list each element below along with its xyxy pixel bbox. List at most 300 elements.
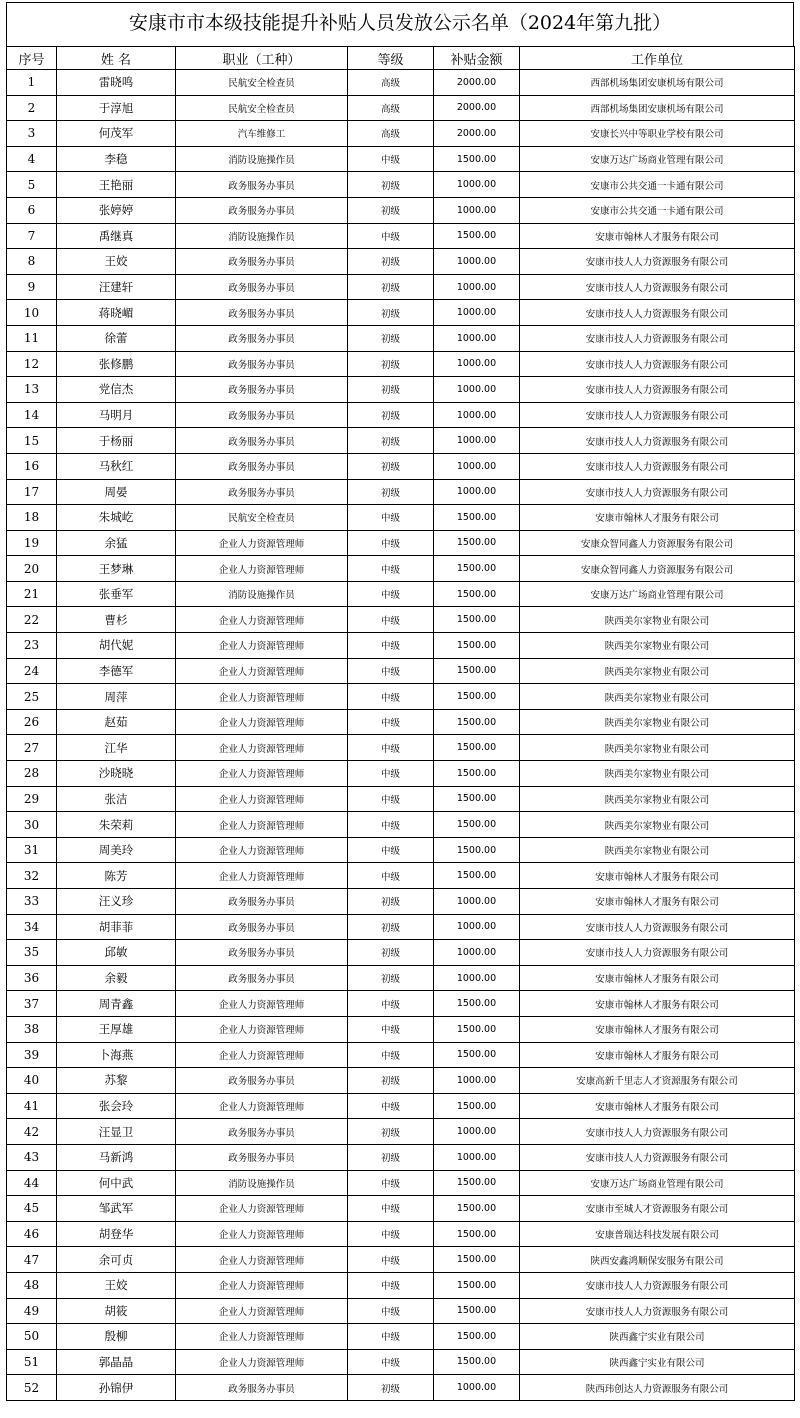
table-row [7, 530, 795, 556]
cell-name: 张婷婷 [57, 197, 176, 223]
table-row [7, 1298, 795, 1324]
cell-name: 张垂军 [57, 581, 176, 607]
cell-amount: 1500.00 [434, 1170, 520, 1196]
cell-serial: 9 [7, 274, 57, 300]
cell-employer: 陕西美尔家物业有限公司 [520, 761, 795, 787]
header-employer: 工作单位 [520, 47, 795, 70]
cell-employer: 安康市公共交通一卡通有限公司 [520, 197, 795, 223]
cell-employer: 安康市技人人力资源服务有限公司 [520, 428, 795, 454]
table-row [7, 633, 795, 659]
cell-employer: 安康市技人人力资源服务有限公司 [520, 1119, 795, 1145]
cell-amount: 1000.00 [434, 940, 520, 966]
cell-level: 高级 [348, 95, 434, 121]
cell-name: 胡筱 [57, 1298, 176, 1324]
header-serial: 序号 [7, 47, 57, 70]
cell-amount: 1500.00 [434, 607, 520, 633]
cell-name: 卜海燕 [57, 1042, 176, 1068]
cell-occupation: 政务服务办事员 [176, 402, 348, 428]
table-row [7, 735, 795, 761]
cell-occupation: 企业人力资源管理师 [176, 812, 348, 838]
cell-level: 初级 [348, 479, 434, 505]
table-row [7, 1247, 795, 1273]
table-row [7, 786, 795, 812]
cell-serial: 36 [7, 965, 57, 991]
cell-serial: 29 [7, 786, 57, 812]
cell-serial: 32 [7, 863, 57, 889]
cell-employer: 陕西美尔家物业有限公司 [520, 658, 795, 684]
cell-employer: 安康市翰林人才服务有限公司 [520, 965, 795, 991]
cell-occupation: 政务服务办事员 [176, 965, 348, 991]
cell-occupation: 企业人力资源管理师 [176, 991, 348, 1017]
cell-name: 何中武 [57, 1170, 176, 1196]
cell-amount: 1500.00 [434, 1298, 520, 1324]
table-row [7, 965, 795, 991]
cell-name: 胡代妮 [57, 633, 176, 659]
table-row [7, 1272, 795, 1298]
table-row [7, 351, 795, 377]
cell-occupation: 政务服务办事员 [176, 889, 348, 915]
cell-occupation: 政务服务办事员 [176, 940, 348, 966]
cell-level: 中级 [348, 1016, 434, 1042]
cell-name: 蒋晓嵋 [57, 300, 176, 326]
table-row [7, 146, 795, 172]
cell-name: 江华 [57, 735, 176, 761]
cell-employer: 安康市公共交通一卡通有限公司 [520, 172, 795, 198]
cell-amount: 1000.00 [434, 479, 520, 505]
cell-name: 邱敏 [57, 940, 176, 966]
table-row [7, 914, 795, 940]
cell-occupation: 政务服务办事员 [176, 300, 348, 326]
cell-employer: 安康市翰林人才服务有限公司 [520, 889, 795, 915]
cell-serial: 46 [7, 1221, 57, 1247]
table-row [7, 889, 795, 915]
cell-occupation: 政务服务办事员 [176, 1119, 348, 1145]
cell-serial: 5 [7, 172, 57, 198]
cell-occupation: 企业人力资源管理师 [176, 761, 348, 787]
cell-serial: 45 [7, 1196, 57, 1222]
cell-level: 中级 [348, 1042, 434, 1068]
cell-employer: 安康万达广场商业管理有限公司 [520, 146, 795, 172]
cell-amount: 1500.00 [434, 1221, 520, 1247]
cell-name: 孙锦伊 [57, 1375, 176, 1401]
cell-serial: 21 [7, 581, 57, 607]
cell-amount: 1000.00 [434, 1144, 520, 1170]
cell-serial: 48 [7, 1272, 57, 1298]
cell-employer: 安康众智同鑫人力资源服务有限公司 [520, 556, 795, 582]
cell-level: 初级 [348, 453, 434, 479]
cell-occupation: 企业人力资源管理师 [176, 1016, 348, 1042]
table-row [7, 505, 795, 531]
table-body [7, 70, 795, 1401]
cell-employer: 陕西玮创达人力资源服务有限公司 [520, 1375, 795, 1401]
cell-level: 中级 [348, 684, 434, 710]
cell-level: 中级 [348, 991, 434, 1017]
cell-employer: 陕西美尔家物业有限公司 [520, 633, 795, 659]
cell-employer: 陕西鑫宁实业有限公司 [520, 1324, 795, 1350]
table-row [7, 325, 795, 351]
cell-serial: 15 [7, 428, 57, 454]
cell-occupation: 企业人力资源管理师 [176, 837, 348, 863]
cell-serial: 35 [7, 940, 57, 966]
cell-employer: 安康市技人人力资源服务有限公司 [520, 274, 795, 300]
cell-level: 中级 [348, 1221, 434, 1247]
cell-occupation: 政务服务办事员 [176, 479, 348, 505]
cell-serial: 24 [7, 658, 57, 684]
cell-employer: 安康市技人人力资源服务有限公司 [520, 300, 795, 326]
cell-level: 中级 [348, 1349, 434, 1375]
cell-amount: 1500.00 [434, 1247, 520, 1273]
table-row [7, 453, 795, 479]
table-row [7, 709, 795, 735]
cell-level: 初级 [348, 351, 434, 377]
table-row [7, 1119, 795, 1145]
table-row [7, 1349, 795, 1375]
table-row [7, 197, 795, 223]
table-row [7, 1324, 795, 1350]
cell-name: 曹杉 [57, 607, 176, 633]
table-row [7, 274, 795, 300]
cell-occupation: 政务服务办事员 [176, 351, 348, 377]
cell-serial: 14 [7, 402, 57, 428]
cell-name: 马新鸿 [57, 1144, 176, 1170]
cell-serial: 52 [7, 1375, 57, 1401]
table-row [7, 556, 795, 582]
cell-serial: 6 [7, 197, 57, 223]
cell-employer: 安康市技人人力资源服务有限公司 [520, 1298, 795, 1324]
cell-name: 何茂军 [57, 121, 176, 147]
cell-occupation: 政务服务办事员 [176, 172, 348, 198]
cell-amount: 1000.00 [434, 889, 520, 915]
cell-employer: 安康市技人人力资源服务有限公司 [520, 940, 795, 966]
table-row [7, 1042, 795, 1068]
cell-employer: 陕西美尔家物业有限公司 [520, 812, 795, 838]
cell-amount: 1000.00 [434, 965, 520, 991]
table-row [7, 1093, 795, 1119]
cell-occupation: 企业人力资源管理师 [176, 1196, 348, 1222]
cell-name: 李稳 [57, 146, 176, 172]
cell-serial: 49 [7, 1298, 57, 1324]
cell-occupation: 企业人力资源管理师 [176, 1272, 348, 1298]
cell-amount: 1000.00 [434, 249, 520, 275]
cell-occupation: 消防设施操作员 [176, 223, 348, 249]
document-title: 安康市市本级技能提升补贴人员发放公示名单（2024年第九批） [6, 2, 794, 46]
cell-name: 王姣 [57, 1272, 176, 1298]
cell-serial: 11 [7, 325, 57, 351]
table-row [7, 95, 795, 121]
cell-level: 初级 [348, 940, 434, 966]
table-row [7, 684, 795, 710]
cell-serial: 22 [7, 607, 57, 633]
table-row [7, 812, 795, 838]
cell-name: 周青鑫 [57, 991, 176, 1017]
cell-amount: 1500.00 [434, 556, 520, 582]
cell-level: 中级 [348, 658, 434, 684]
cell-occupation: 政务服务办事员 [176, 197, 348, 223]
cell-employer: 陕西美尔家物业有限公司 [520, 837, 795, 863]
cell-amount: 1500.00 [434, 1042, 520, 1068]
cell-name: 张修鹏 [57, 351, 176, 377]
cell-occupation: 消防设施操作员 [176, 1170, 348, 1196]
cell-amount: 1000.00 [434, 325, 520, 351]
cell-amount: 1500.00 [434, 658, 520, 684]
table-row [7, 1221, 795, 1247]
cell-amount: 1000.00 [434, 274, 520, 300]
cell-name: 余猛 [57, 530, 176, 556]
cell-level: 初级 [348, 1068, 434, 1094]
cell-occupation: 企业人力资源管理师 [176, 1349, 348, 1375]
cell-amount: 1000.00 [434, 914, 520, 940]
cell-serial: 43 [7, 1144, 57, 1170]
cell-name: 朱荣莉 [57, 812, 176, 838]
cell-level: 初级 [348, 889, 434, 915]
cell-amount: 1500.00 [434, 991, 520, 1017]
cell-occupation: 企业人力资源管理师 [176, 1093, 348, 1119]
cell-amount: 1000.00 [434, 172, 520, 198]
table-row [7, 837, 795, 863]
cell-amount: 1000.00 [434, 1068, 520, 1094]
cell-serial: 8 [7, 249, 57, 275]
cell-amount: 1500.00 [434, 735, 520, 761]
cell-serial: 3 [7, 121, 57, 147]
cell-name: 殷柳 [57, 1324, 176, 1350]
header-amount: 补贴金额 [434, 47, 520, 70]
cell-serial: 47 [7, 1247, 57, 1273]
cell-amount: 1500.00 [434, 581, 520, 607]
cell-employer: 安康众智同鑫人力资源服务有限公司 [520, 530, 795, 556]
cell-name: 汪义珍 [57, 889, 176, 915]
cell-employer: 安康普瑞达科技发展有限公司 [520, 1221, 795, 1247]
cell-level: 中级 [348, 607, 434, 633]
cell-name: 王姣 [57, 249, 176, 275]
cell-serial: 31 [7, 837, 57, 863]
cell-amount: 1000.00 [434, 1119, 520, 1145]
cell-serial: 23 [7, 633, 57, 659]
cell-occupation: 企业人力资源管理师 [176, 1324, 348, 1350]
cell-name: 朱城屹 [57, 505, 176, 531]
cell-employer: 安康市翰林人才服务有限公司 [520, 991, 795, 1017]
cell-occupation: 企业人力资源管理师 [176, 556, 348, 582]
cell-amount: 1000.00 [434, 351, 520, 377]
cell-amount: 2000.00 [434, 70, 520, 96]
cell-amount: 1500.00 [434, 709, 520, 735]
cell-serial: 25 [7, 684, 57, 710]
cell-occupation: 政务服务办事员 [176, 377, 348, 403]
table-row [7, 1170, 795, 1196]
cell-employer: 安康市技人人力资源服务有限公司 [520, 1144, 795, 1170]
cell-employer: 安康市技人人力资源服务有限公司 [520, 249, 795, 275]
cell-employer: 安康市翰林人才服务有限公司 [520, 223, 795, 249]
table-row [7, 581, 795, 607]
cell-serial: 17 [7, 479, 57, 505]
notice-document [6, 2, 794, 1401]
cell-amount: 1000.00 [434, 377, 520, 403]
cell-name: 苏黎 [57, 1068, 176, 1094]
table-row [7, 70, 795, 96]
cell-occupation: 企业人力资源管理师 [176, 1221, 348, 1247]
cell-occupation: 民航安全检查员 [176, 95, 348, 121]
table-row [7, 991, 795, 1017]
cell-employer: 安康市翰林人才服务有限公司 [520, 505, 795, 531]
cell-serial: 10 [7, 300, 57, 326]
cell-level: 初级 [348, 325, 434, 351]
cell-level: 中级 [348, 761, 434, 787]
cell-serial: 44 [7, 1170, 57, 1196]
cell-occupation: 政务服务办事员 [176, 428, 348, 454]
cell-employer: 西部机场集团安康机场有限公司 [520, 95, 795, 121]
cell-amount: 1500.00 [434, 633, 520, 659]
cell-amount: 1000.00 [434, 453, 520, 479]
table-row [7, 607, 795, 633]
cell-amount: 1500.00 [434, 1196, 520, 1222]
cell-serial: 33 [7, 889, 57, 915]
table-row [7, 172, 795, 198]
cell-level: 中级 [348, 223, 434, 249]
cell-serial: 4 [7, 146, 57, 172]
cell-serial: 50 [7, 1324, 57, 1350]
cell-level: 中级 [348, 505, 434, 531]
cell-amount: 1500.00 [434, 530, 520, 556]
cell-name: 余可贞 [57, 1247, 176, 1273]
cell-serial: 41 [7, 1093, 57, 1119]
table-row [7, 1016, 795, 1042]
cell-occupation: 政务服务办事员 [176, 249, 348, 275]
cell-level: 初级 [348, 402, 434, 428]
cell-amount: 1500.00 [434, 146, 520, 172]
cell-amount: 1500.00 [434, 1016, 520, 1042]
cell-serial: 42 [7, 1119, 57, 1145]
cell-employer: 西部机场集团安康机场有限公司 [520, 70, 795, 96]
cell-serial: 7 [7, 223, 57, 249]
cell-serial: 19 [7, 530, 57, 556]
cell-amount: 1500.00 [434, 1272, 520, 1298]
cell-level: 中级 [348, 735, 434, 761]
cell-serial: 38 [7, 1016, 57, 1042]
cell-name: 胡菲菲 [57, 914, 176, 940]
cell-amount: 1500.00 [434, 1093, 520, 1119]
cell-amount: 1000.00 [434, 300, 520, 326]
cell-employer: 安康市翰林人才服务有限公司 [520, 1042, 795, 1068]
cell-name: 周萍 [57, 684, 176, 710]
cell-employer: 安康万达广场商业管理有限公司 [520, 581, 795, 607]
cell-employer: 陕西安鑫鸿顺保安服务有限公司 [520, 1247, 795, 1273]
cell-name: 胡登华 [57, 1221, 176, 1247]
cell-employer: 安康市技人人力资源服务有限公司 [520, 377, 795, 403]
cell-occupation: 政务服务办事员 [176, 1375, 348, 1401]
cell-employer: 安康市技人人力资源服务有限公司 [520, 914, 795, 940]
header-name: 姓 名 [57, 47, 176, 70]
cell-level: 初级 [348, 1119, 434, 1145]
cell-level: 初级 [348, 914, 434, 940]
cell-employer: 安康市翰林人才服务有限公司 [520, 863, 795, 889]
cell-serial: 12 [7, 351, 57, 377]
cell-name: 汪显卫 [57, 1119, 176, 1145]
cell-level: 中级 [348, 786, 434, 812]
cell-amount: 1500.00 [434, 1324, 520, 1350]
cell-name: 周美玲 [57, 837, 176, 863]
cell-employer: 安康高新千里志人才资源服务有限公司 [520, 1068, 795, 1094]
cell-occupation: 企业人力资源管理师 [176, 1247, 348, 1273]
cell-level: 中级 [348, 1196, 434, 1222]
cell-level: 中级 [348, 530, 434, 556]
cell-occupation: 企业人力资源管理师 [176, 1298, 348, 1324]
cell-level: 中级 [348, 812, 434, 838]
cell-employer: 陕西美尔家物业有限公司 [520, 735, 795, 761]
cell-occupation: 消防设施操作员 [176, 581, 348, 607]
cell-name: 禹继真 [57, 223, 176, 249]
cell-serial: 27 [7, 735, 57, 761]
cell-level: 初级 [348, 274, 434, 300]
cell-name: 马明月 [57, 402, 176, 428]
cell-amount: 1500.00 [434, 863, 520, 889]
cell-level: 高级 [348, 70, 434, 96]
cell-level: 初级 [348, 172, 434, 198]
cell-occupation: 企业人力资源管理师 [176, 735, 348, 761]
cell-name: 于淳旭 [57, 95, 176, 121]
table-row [7, 479, 795, 505]
cell-level: 中级 [348, 146, 434, 172]
cell-serial: 37 [7, 991, 57, 1017]
cell-amount: 1000.00 [434, 428, 520, 454]
cell-amount: 1500.00 [434, 505, 520, 531]
cell-amount: 1000.00 [434, 197, 520, 223]
cell-serial: 18 [7, 505, 57, 531]
header-occupation: 职业（工种） [176, 47, 348, 70]
cell-serial: 30 [7, 812, 57, 838]
cell-level: 初级 [348, 377, 434, 403]
table-row [7, 1068, 795, 1094]
cell-amount: 1500.00 [434, 812, 520, 838]
cell-name: 余毅 [57, 965, 176, 991]
cell-employer: 安康市至城人才资源服务有限公司 [520, 1196, 795, 1222]
header-level: 等级 [348, 47, 434, 70]
table-row [7, 761, 795, 787]
cell-serial: 20 [7, 556, 57, 582]
cell-level: 中级 [348, 709, 434, 735]
cell-occupation: 企业人力资源管理师 [176, 786, 348, 812]
cell-level: 初级 [348, 300, 434, 326]
cell-serial: 2 [7, 95, 57, 121]
cell-occupation: 政务服务办事员 [176, 1068, 348, 1094]
cell-occupation: 政务服务办事员 [176, 274, 348, 300]
table-row [7, 249, 795, 275]
table-row [7, 863, 795, 889]
cell-serial: 51 [7, 1349, 57, 1375]
cell-level: 初级 [348, 428, 434, 454]
cell-serial: 16 [7, 453, 57, 479]
table-row [7, 402, 795, 428]
cell-employer: 陕西美尔家物业有限公司 [520, 786, 795, 812]
cell-employer: 安康市翰林人才服务有限公司 [520, 1016, 795, 1042]
table-row [7, 1144, 795, 1170]
cell-occupation: 企业人力资源管理师 [176, 863, 348, 889]
cell-name: 郭晶晶 [57, 1349, 176, 1375]
cell-occupation: 民航安全检查员 [176, 70, 348, 96]
cell-level: 中级 [348, 556, 434, 582]
cell-amount: 2000.00 [434, 121, 520, 147]
cell-occupation: 企业人力资源管理师 [176, 607, 348, 633]
cell-amount: 1500.00 [434, 786, 520, 812]
cell-employer: 安康万达广场商业管理有限公司 [520, 1170, 795, 1196]
cell-amount: 1500.00 [434, 837, 520, 863]
cell-occupation: 民航安全检查员 [176, 505, 348, 531]
cell-occupation: 政务服务办事员 [176, 914, 348, 940]
table-row [7, 377, 795, 403]
cell-name: 党信杰 [57, 377, 176, 403]
table-row [7, 1196, 795, 1222]
cell-name: 邹武军 [57, 1196, 176, 1222]
cell-occupation: 政务服务办事员 [176, 1144, 348, 1170]
cell-level: 中级 [348, 837, 434, 863]
